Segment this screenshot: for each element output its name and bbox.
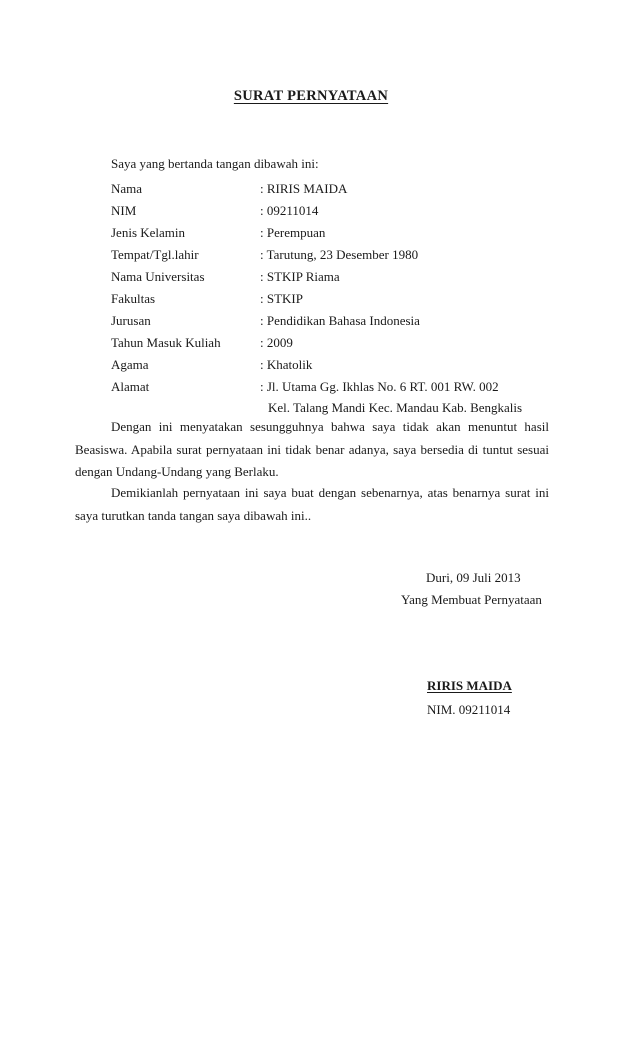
field-row-jenis-kelamin: [111, 225, 571, 247]
field-value: : 09211014: [260, 203, 319, 218]
field-row-jurusan: [111, 313, 571, 335]
document-title-text: SURAT PERNYATAAN: [233, 88, 389, 104]
place-date: Duri, 09 Juli 2013: [426, 570, 521, 585]
field-label: Jurusan: [111, 313, 151, 328]
address-continuation: Kel. Talang Mandi Kec. Mandau Kab. Bengkalis: [268, 400, 523, 415]
field-label: Alamat: [111, 379, 150, 394]
closing-paragraph: Demikianlah pernyataan ini saya buat dengan sebenarnya, atas benarnya surat ini saya turutkan tanda tangan saya dibawah ini..: [75, 485, 549, 523]
field-row-tempat-tgl-lahir: [111, 247, 571, 269]
field-label: NIM: [111, 203, 137, 218]
field-row-fakultas: [111, 291, 571, 313]
maker-label: Yang Membuat Pernyataan: [401, 592, 542, 607]
field-label: Tahun Masuk Kuliah: [111, 335, 221, 350]
field-row-alamat: [111, 379, 571, 401]
field-label: Tempat/Tgl.lahir: [111, 247, 199, 262]
field-value: : STKIP Riama: [260, 269, 340, 284]
field-row-nama-universitas: [111, 269, 571, 291]
field-value: : Perempuan: [260, 225, 326, 240]
signer-name: RIRIS MAIDA: [427, 678, 512, 693]
identity-fields: [111, 181, 571, 401]
signer-nim: NIM. 09211014: [427, 702, 511, 717]
intro-text: Saya yang bertanda tangan dibawah ini:: [111, 156, 319, 171]
field-label: Nama Universitas: [111, 269, 205, 284]
field-value: : STKIP: [260, 291, 303, 306]
field-value: : Pendidikan Bahasa Indonesia: [260, 313, 420, 328]
field-value: : Tarutung, 23 Desember 1980: [260, 247, 419, 262]
field-row-nama: [111, 181, 571, 203]
field-label: Jenis Kelamin: [111, 225, 186, 240]
field-value: : 2009: [260, 335, 293, 350]
field-row-nim: [111, 203, 571, 225]
field-row-tahun-masuk: [111, 335, 571, 357]
field-label: Fakultas: [111, 291, 156, 306]
field-row-agama: [111, 357, 571, 379]
field-label: Nama: [111, 181, 143, 196]
field-label: Agama: [111, 357, 149, 372]
field-value: : Khatolik: [260, 357, 313, 372]
field-value: : RIRIS MAIDA: [260, 181, 348, 196]
document-title: [0, 88, 622, 105]
field-value: : Jl. Utama Gg. Ikhlas No. 6 RT. 001 RW. 002: [260, 379, 499, 394]
statement-paragraph: Dengan ini menyatakan sesungguhnya bahwa saya tidak akan menuntut hasil Beasiswa. Apabila surat pernyataan ini tidak benar adanya, saya bersedia di tuntut sesuai dengan Undang-Undang yang Berlaku.: [75, 419, 549, 479]
